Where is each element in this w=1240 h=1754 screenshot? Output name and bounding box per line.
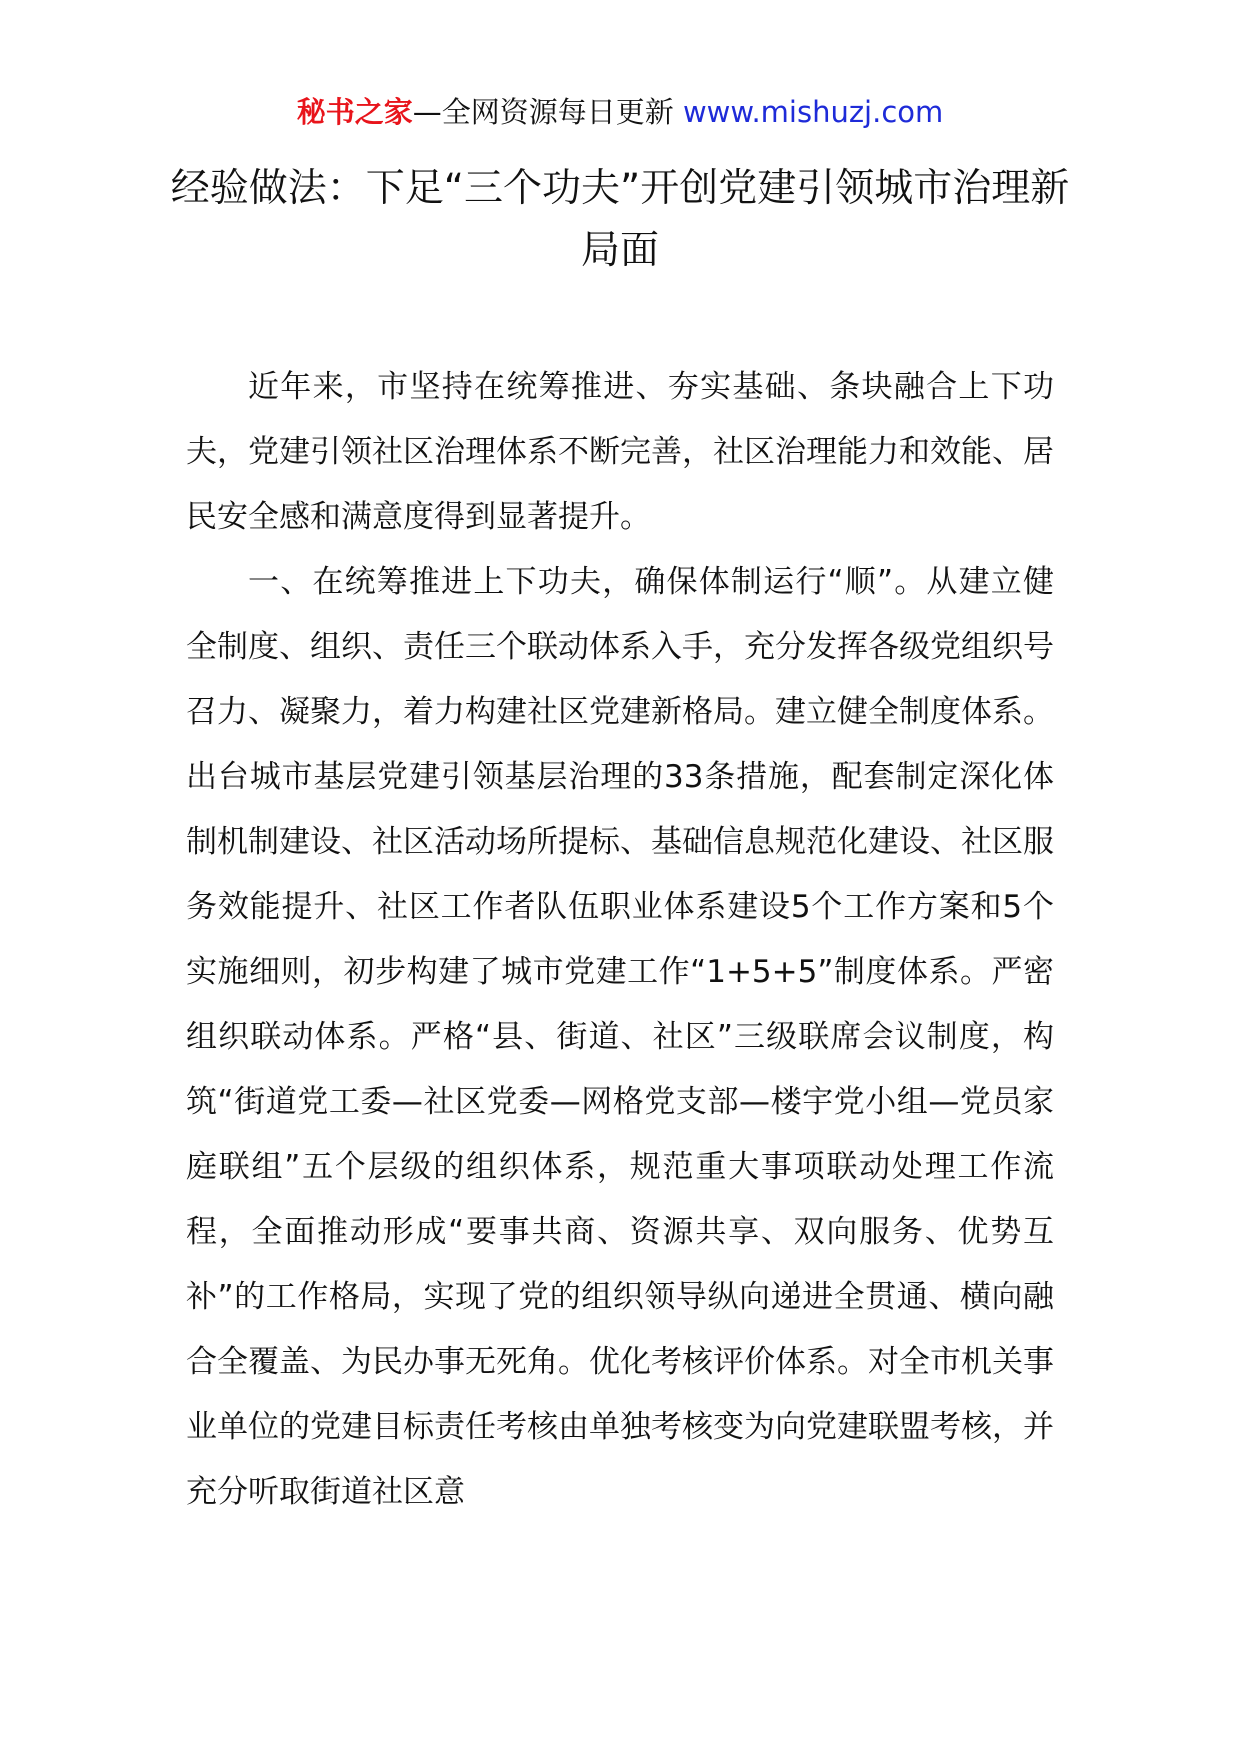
site-header: [0, 92, 1240, 132]
document-body: [186, 355, 1054, 1525]
site-tagline: —全网资源每日更新: [412, 95, 683, 129]
body-paragraph: 近年来，市坚持在统筹推进、夯实基础、条块融合上下功夫，党建引领社区治理体系不断完善，社区治理能力和效能、居民安全感和满意度得到显著提升。: [186, 369, 1054, 535]
site-url-link[interactable]: www.mishuzj.com: [682, 95, 944, 129]
document-title: 经验做法：下足“三个功夫”开创党建引领城市治理新局面: [170, 166, 1070, 273]
site-brand: 秘书之家: [296, 95, 413, 129]
body-paragraph: 一、在统筹推进上下功夫，确保体制运行“顺”。从建立健全制度、组织、责任三个联动体系入手，充分发挥各级党组织号召力、凝聚力，着力构建社区党建新格局。建立健全制度体系。出台城市基层党建引领基层治理的33条措施，配套制定深化体制机制建设、社区活动场所提标、基础信息规范化建设、社区服务效能提升、社区工作者队伍职业体系建设5个工作方案和5个实施细则，初步构建了城市党建工作“1+5+5”制度体系。严密组织联动体系。严格“县、街道、社区”三级联席会议制度，构筑“街道党工委—社区党委—网格党支部—楼宇党小组—党员家庭联组”五个层级的组织体系，规范重大事项联动处理工作流程，全面推动形成“要事共商、资源共享、双向服务、优势互补”的工作格局，实现了党的组织领导纵向递进全贯通、横向融合全覆盖、为民办事无死角。优化考核评价体系。对全市机关事业单位的党建目标责任考核由单独考核变为向党建联盟考核，并充分听取街道社区意: [186, 564, 1054, 1510]
